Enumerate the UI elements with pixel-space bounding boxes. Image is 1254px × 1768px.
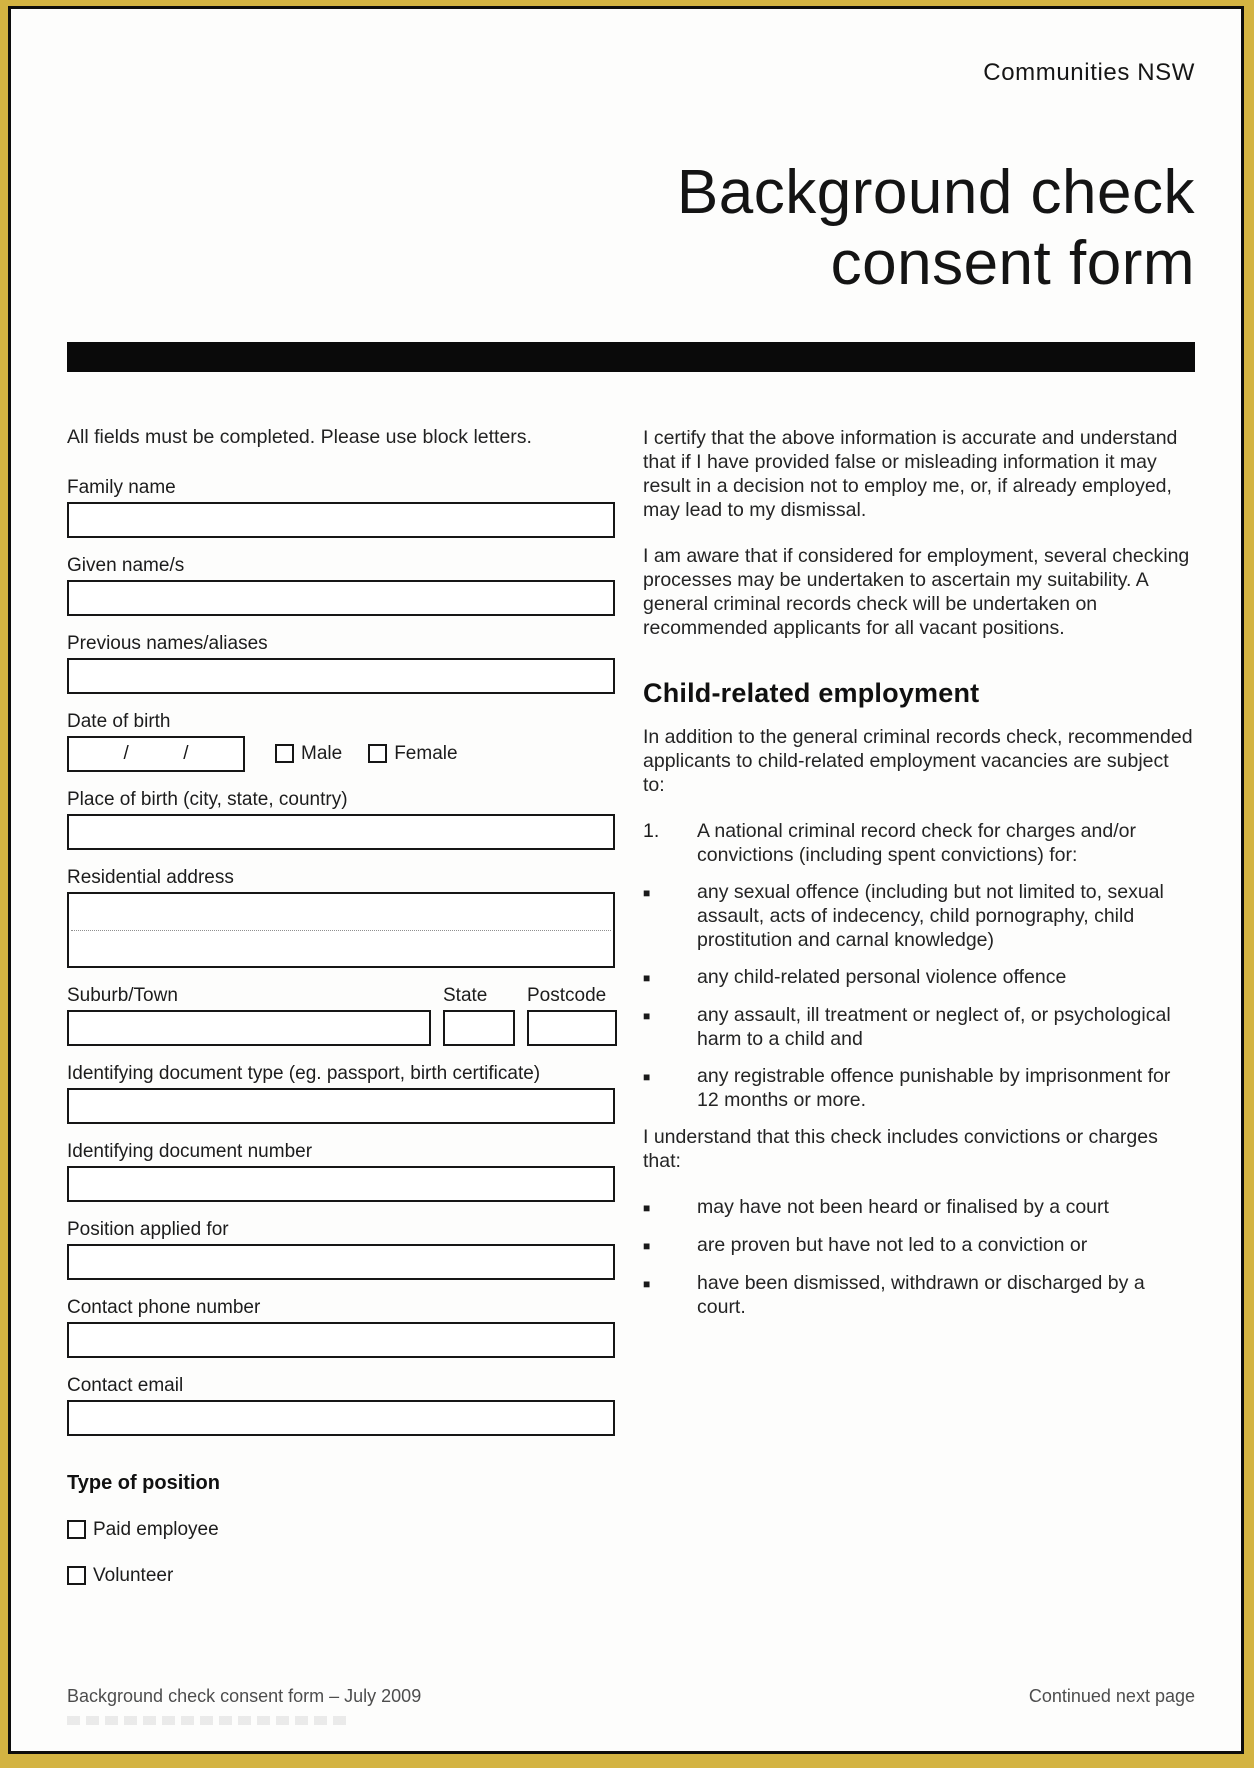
field-position-applied <box>67 1219 615 1280</box>
field-given-names <box>67 555 615 616</box>
offence-bullet-1 <box>643 880 1195 952</box>
numbered-item-1 <box>643 819 1195 867</box>
dob-slash-2: / <box>183 742 189 764</box>
bullet-square-icon: ■ <box>643 1008 651 1023</box>
declaration-paragraph-2: I am aware that if considered for employment, several checking processes may be undertaken to ascertain my suitability. A general criminal records check will be undertaken on recommended applicants for all vacant positions. <box>643 544 1190 639</box>
state-input[interactable] <box>443 1010 515 1046</box>
content-columns <box>67 426 1195 1587</box>
id-doc-number-input[interactable] <box>67 1166 615 1202</box>
title-divider-bar <box>67 342 1195 372</box>
field-id-doc-type <box>67 1063 615 1124</box>
form-page <box>8 6 1244 1754</box>
field-contact-phone <box>67 1297 615 1358</box>
address-line-divider <box>71 930 611 931</box>
offence-bullet-2 <box>643 965 1195 990</box>
offence-bullet-1-text: any sexual offence (including but not limited to, sexual assault, acts of indecency, child pornography, child prostitution and carnal knowledge) <box>697 880 1164 951</box>
previous-names-input[interactable] <box>67 658 615 694</box>
paid-employee-label: Paid employee <box>93 1518 219 1540</box>
understand-bullet-1-text: may have not been heard or finalised by a court <box>697 1195 1109 1218</box>
field-contact-email <box>67 1375 615 1436</box>
date-of-birth-label: Date of birth <box>67 710 171 732</box>
family-name-label: Family name <box>67 476 176 498</box>
male-label: Male <box>301 742 343 764</box>
form-fields-column <box>67 426 615 1587</box>
id-doc-number-label: Identifying document number <box>67 1140 313 1162</box>
state-label: State <box>443 984 488 1006</box>
numbered-item-text: A national criminal record check for charges and/or convictions (including spent convictions) for: <box>697 819 1136 866</box>
male-checkbox[interactable] <box>275 744 294 763</box>
bullet-square-icon: ■ <box>643 1238 651 1253</box>
offence-bullet-4 <box>643 1064 1195 1112</box>
field-id-doc-number <box>67 1141 615 1202</box>
position-applied-input[interactable] <box>67 1244 615 1280</box>
position-applied-label: Position applied for <box>67 1218 229 1240</box>
residential-address-label: Residential address <box>67 866 234 888</box>
contact-email-input[interactable] <box>67 1400 615 1436</box>
footer-continued-note: Continued next page <box>1028 1686 1195 1706</box>
field-postcode <box>527 985 617 1046</box>
bullet-square-icon: ■ <box>643 885 651 900</box>
dob-slash-1: / <box>123 742 129 764</box>
contact-phone-input[interactable] <box>67 1322 615 1358</box>
gender-option-female <box>368 743 457 765</box>
id-doc-type-input[interactable] <box>67 1088 615 1124</box>
volunteer-label: Volunteer <box>93 1564 174 1586</box>
contact-phone-label: Contact phone number <box>67 1296 261 1318</box>
watermark <box>67 1716 347 1725</box>
understand-bullet-3-text: have been dismissed, withdrawn or discharged by a court. <box>697 1271 1145 1318</box>
offence-bullet-3 <box>643 1003 1195 1051</box>
type-option-volunteer <box>67 1565 615 1587</box>
page-title-line2: consent form <box>830 229 1195 299</box>
child-related-heading: Child-related employment <box>643 677 980 708</box>
contact-email-label: Contact email <box>67 1374 184 1396</box>
brand-logo-text: Communities NSW <box>983 59 1195 86</box>
field-suburb <box>67 985 431 1046</box>
understand-paragraph: I understand that this check includes convictions or charges that: <box>643 1125 1158 1172</box>
date-of-birth-input[interactable] <box>67 736 245 772</box>
offence-bullet-2-text: any child-related personal violence offence <box>697 965 1067 988</box>
understand-bullet-3 <box>643 1271 1195 1319</box>
field-state <box>443 985 515 1046</box>
place-of-birth-label: Place of birth (city, state, country) <box>67 788 348 810</box>
bullet-square-icon: ■ <box>643 1200 651 1215</box>
field-residential-address <box>67 867 615 968</box>
declaration-column <box>643 426 1195 1587</box>
gender-options <box>275 743 458 765</box>
gender-option-male <box>275 743 342 765</box>
field-date-of-birth <box>67 711 615 772</box>
suburb-state-postcode-row <box>67 985 615 1046</box>
given-names-label: Given name/s <box>67 554 185 576</box>
field-suburb-state-postcode <box>67 985 615 1046</box>
type-option-paid-employee <box>67 1519 615 1541</box>
id-doc-type-label: Identifying document type (eg. passport, birth certificate) <box>67 1062 541 1084</box>
type-of-position-heading: Type of position <box>67 1471 220 1494</box>
bullet-square-icon: ■ <box>643 970 651 985</box>
offence-bullet-4-text: any registrable offence punishable by imprisonment for 12 months or more. <box>697 1064 1171 1111</box>
date-of-birth-row <box>67 736 615 772</box>
field-family-name <box>67 477 615 538</box>
suburb-label: Suburb/Town <box>67 984 178 1006</box>
numbered-item-marker: 1. <box>643 819 660 842</box>
female-checkbox[interactable] <box>368 744 387 763</box>
declaration-paragraph-1: I certify that the above information is accurate and understand that if I have provided false or misleading information it may result in a decision not to employ me, or, if already employed, may lead to my dismissal. <box>643 426 1178 521</box>
page-title-line1: Background check <box>676 158 1195 227</box>
child-related-intro: In addition to the general criminal records check, recommended applicants to child-related employment vacancies are subject to: <box>643 725 1193 796</box>
suburb-input[interactable] <box>67 1010 431 1046</box>
footer-document-title: Background check consent form – July 2009 <box>67 1686 422 1706</box>
understand-bullet-2-text: are proven but have not led to a conviction or <box>697 1233 1088 1256</box>
field-place-of-birth <box>67 789 615 850</box>
postcode-input[interactable] <box>527 1010 617 1046</box>
family-name-input[interactable] <box>67 502 615 538</box>
female-label: Female <box>394 742 458 764</box>
given-names-input[interactable] <box>67 580 615 616</box>
bullet-square-icon: ■ <box>643 1069 651 1084</box>
form-instruction: All fields must be completed. Please use block letters. <box>67 425 532 448</box>
page-title <box>67 157 1195 300</box>
previous-names-label: Previous names/aliases <box>67 632 268 654</box>
volunteer-checkbox[interactable] <box>67 1566 86 1585</box>
bullet-square-icon: ■ <box>643 1276 651 1291</box>
understand-bullet-1 <box>643 1195 1195 1220</box>
understand-bullet-2 <box>643 1233 1195 1258</box>
residential-address-input[interactable] <box>67 892 615 968</box>
field-previous-names <box>67 633 615 694</box>
place-of-birth-input[interactable] <box>67 814 615 850</box>
offence-bullet-3-text: any assault, ill treatment or neglect of, or psychological harm to a child and <box>697 1003 1171 1050</box>
page-footer <box>67 1686 1195 1707</box>
paid-employee-checkbox[interactable] <box>67 1520 86 1539</box>
postcode-label: Postcode <box>527 984 607 1006</box>
